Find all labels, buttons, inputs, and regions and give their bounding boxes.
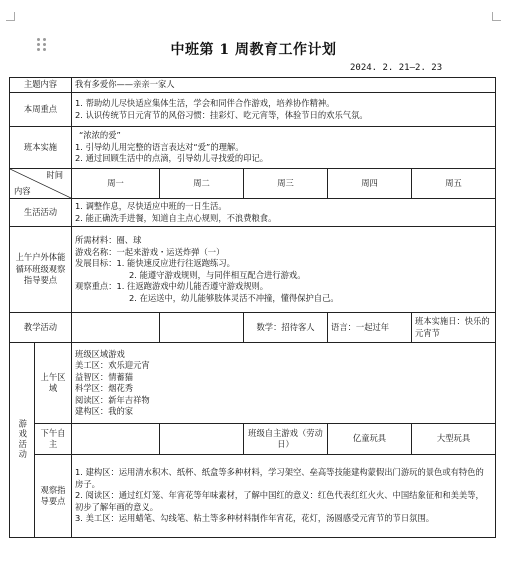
- day-header-mon: 周一: [72, 169, 160, 199]
- class-practice-line: 2. 通过回顾生活中的点滴，引导幼儿寻找爱的印记。: [75, 153, 269, 164]
- game-morning-line: 美工区：欢乐迎元宵: [75, 360, 150, 370]
- weekly-focus-line: 2. 认识传统节日元宵节的风俗习惯：挂彩灯、吃元宵等，体验节日的欢乐气氛。: [75, 109, 368, 120]
- game-morning-line: 益智区：情蓄猫: [75, 371, 134, 382]
- teaching-tue: [160, 313, 244, 343]
- game-label: 游戏活动: [17, 419, 28, 461]
- game-morning-line: 科学区：烟花秀: [75, 383, 134, 393]
- class-practice-content: [72, 127, 496, 169]
- date-range: 2024. 2. 21—2. 23: [350, 63, 443, 73]
- game-label-cell: [10, 343, 35, 538]
- outdoor-line: 所需材料：圈、球: [75, 235, 142, 245]
- game-observe-line: 1. 建构区：运用清水积木、纸杯、纸盒等多种材料，学习架空、垒高等技能建构蒙假出门游玩的景色或有特色的房子。: [75, 467, 484, 489]
- game-afternoon-wed: 班级自主游戏（劳动日）: [244, 424, 328, 455]
- header-time-label: 时间: [46, 170, 64, 180]
- life-activity-line: 1. 调整作息，尽快适应中班的一日生活。: [75, 201, 227, 211]
- game-afternoon-mon: [72, 424, 160, 455]
- game-observe-label: 观察指导要点: [35, 455, 72, 538]
- game-morning-line: 建构区：我的家: [75, 406, 134, 416]
- day-header-fri: 周五: [412, 169, 496, 199]
- game-afternoon-thu: 亿童玩具: [328, 424, 412, 455]
- page-corner-mark: [6, 12, 15, 21]
- theme-label: 主题内容: [10, 78, 72, 93]
- weekly-focus-label: 本周重点: [10, 93, 72, 127]
- game-morning-label: 上午区域: [35, 343, 72, 424]
- day-header-wed: 周三: [244, 169, 328, 199]
- outdoor-line: 2. 在运送中，幼儿能够肢体灵活不冲撞，懂得保护自己。: [129, 292, 339, 303]
- outdoor-line: 游戏名称：一起来游戏・运送炸弹（一）: [75, 246, 225, 257]
- game-morning-line: 班级区域游戏: [75, 348, 125, 359]
- header-content-label: 内容: [14, 185, 31, 196]
- teaching-fri: 班本实施日：快乐的元宵节: [412, 313, 496, 343]
- page-corner-mark: [492, 12, 501, 21]
- game-afternoon-tue: [160, 424, 244, 455]
- outdoor-line: 发展目标：1. 能快速反应进行往返跑练习。: [75, 258, 235, 268]
- day-header-tue: 周二: [160, 169, 244, 199]
- game-morning-content: [72, 343, 496, 424]
- header-diagonal-cell: [10, 169, 72, 199]
- teaching-thu: 语言：一起过年: [328, 313, 412, 343]
- game-observe-line: 2. 阅读区：通过红灯笼、年宵花等年味素材，了解中国红的意义：红色代表红红火火、中国结象征和和美美等，初步了解年画的意义。: [75, 490, 484, 512]
- outdoor-content: [72, 227, 496, 313]
- theme-value: 我有多爱你——亲亲一家人: [72, 78, 496, 93]
- day-header-thu: 周四: [328, 169, 412, 199]
- outdoor-label: 上午户外体能循环班级观察指导要点: [10, 227, 72, 313]
- game-observe-line: 3. 美工区：运用蜡笔、勾线笔、粘土等多种材料制作年宵花，花灯，汤圆感受元宵节的节日氛围。: [75, 513, 435, 524]
- life-activity-content: [72, 199, 496, 227]
- game-afternoon-fri: 大型玩具: [412, 424, 496, 455]
- outdoor-line: 观察重点：1. 往返跑游戏中幼儿能否遵守游戏规则。: [75, 281, 269, 291]
- teaching-wed: 数学：招待客人: [244, 313, 328, 343]
- teaching-mon: [72, 313, 160, 343]
- weekly-focus-line: 1. 帮助幼儿尽快适应集体生活，学会和同伴合作游戏，培养协作精神。: [75, 98, 335, 108]
- game-afternoon-label: 下午自主: [35, 424, 72, 455]
- class-practice-line: 1. 引导幼儿用完整的语言表达对“爱”的理解。: [75, 141, 244, 152]
- teaching-label: 教学活动: [10, 313, 72, 343]
- weekly-plan-table: [9, 77, 496, 538]
- outdoor-line: 2. 能遵守游戏规则，与同伴相互配合进行游戏。: [129, 269, 306, 280]
- class-practice-label: 班本实施: [10, 127, 72, 169]
- life-activity-label: 生活活动: [10, 199, 72, 227]
- class-practice-line: “浓浓的爱”: [79, 130, 121, 141]
- page-title: 中班第 1 周教育工作计划: [170, 42, 337, 58]
- game-observe-content: [72, 455, 496, 538]
- life-activity-line: 2. 能正确洗手进餐，知道自主点心规则，不浪费粮食。: [75, 212, 277, 223]
- game-morning-line: 阅读区：新年吉祥物: [75, 394, 150, 405]
- weekly-focus-content: [72, 93, 496, 127]
